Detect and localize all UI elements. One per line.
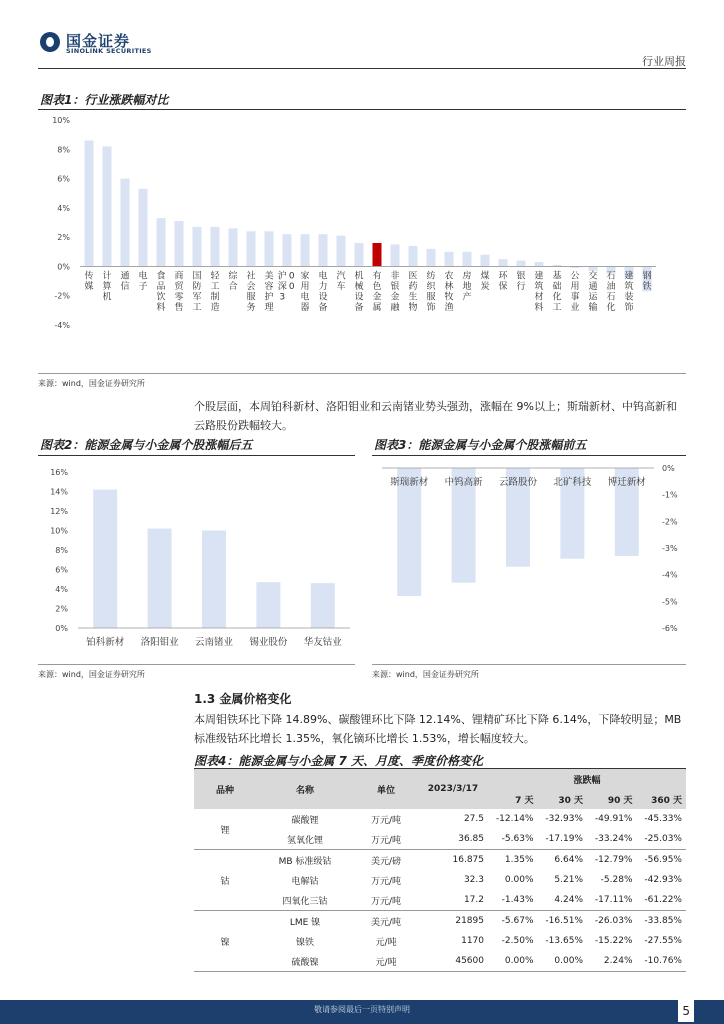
cell-d360: -27.55% [644,936,682,946]
cell-name: 电解钴 [291,876,319,887]
x-tick-label: 机械设备 [354,271,364,313]
cell-d360: -61.22% [637,890,687,911]
table-row [194,850,686,871]
y-tick-label: 0% [57,262,70,272]
cell-d7: -5.67% [501,916,534,926]
cell-d30: -32.93% [545,814,583,824]
cell-d30: -17.19% [538,829,588,850]
stock-level-paragraph: 个股层面，本周铂科新材、洛阳钼业和云南锗业势头强劲，涨幅在 9%以上；斯瑞新材、中钨高新和云路股份跌幅较大。 [194,400,677,432]
x-tick-label: 社会服务 [246,271,256,313]
figure3-title: 图表3：能源金属与小金属个股涨幅前五 [374,438,587,452]
y-tick-label: 4% [57,203,70,213]
bar [211,227,220,267]
y-tick-label: -3% [662,544,678,553]
x-tick-label: 电子 [138,271,148,292]
bar [463,252,472,267]
x-tick-label: 钢铁 [642,271,652,292]
cell-d7: 0.00% [488,951,538,972]
page-number: 5 [678,1000,694,1022]
cell-name: 碳酸锂 [291,815,319,826]
bar [517,261,526,267]
cell-d90: -49.91% [594,814,633,824]
cell-name: 氢氧化锂 [256,829,354,850]
bar [283,234,292,266]
figure2-title: 图表2：能源金属与小金属个股涨幅后五 [40,438,253,452]
bar [409,246,418,267]
price-change-table-wrap [194,769,686,972]
figure2-source: 来源：wind，国金证券研究所 [38,670,145,679]
x-tick-label: 斯瑞新材 [390,477,429,488]
figure3-bottom-rule [372,664,686,665]
bar [229,228,238,266]
figure2-bottom-rule [38,664,355,665]
x-tick-label: 沪深 30 0 [277,271,295,303]
x-tick-label: 家用电器 [300,271,310,313]
y-tick-label: 10% [50,526,68,536]
cell-unit: 美元/吨 [370,917,402,928]
cell-d30: 6.64% [554,855,583,865]
brand-name-cn: 国金证券 [66,32,131,50]
x-tick-label: 交通运输 [588,271,598,313]
th-change: 涨跌幅 [488,769,686,789]
cell-name: 镍铁 [295,937,314,948]
cell-price: 45600 [418,951,488,972]
top5-stock-chart [372,458,686,658]
y-tick-label: -6% [662,624,678,633]
x-tick-label: 非银金融 [390,271,400,313]
price-table-body [194,809,686,972]
figure1-title: 图表1：行业涨跌幅对比 [40,93,169,107]
x-tick-label: 美容护理 [264,271,274,313]
cell-d360: -56.95% [644,855,682,865]
x-tick-label: 锡业股份 [249,637,288,648]
th-30d: 30 天 [538,789,588,809]
bar [103,146,112,266]
cell-price: 32.3 [463,875,484,885]
x-tick-label: 云路股份 [498,477,538,488]
x-tick-label: 环保 [498,271,508,292]
cell-unit: 万元/吨 [370,876,402,887]
table-row [194,870,686,890]
x-tick-label: 建筑装饰 [624,271,634,313]
y-tick-label: 0% [55,624,68,633]
cell-d30: 0.00% [538,951,588,972]
figure1-source: 来源：wind，国金证券研究所 [38,379,145,388]
bar [535,262,544,266]
logo-icon [40,32,60,52]
y-tick-label: 8% [55,546,68,555]
x-tick-label: 农林牧渔 [444,271,454,313]
cell-price: 36.85 [418,829,488,850]
x-tick-label: 洛阳钼业 [140,637,179,648]
cell-category: 镍 [194,911,256,972]
y-tick-label: 6% [57,174,70,184]
table-row [194,829,686,850]
cell-name: 硫酸镍 [256,951,354,972]
th-90d: 90 天 [587,789,637,809]
header-divider [38,68,686,69]
bar [337,236,346,267]
cell-d7: -1.43% [488,890,538,911]
cell-d7: 1.35% [504,855,534,865]
bar [319,234,328,266]
cell-d90: -17.11% [587,890,637,911]
cell-d7: -5.63% [488,829,538,850]
bottom5-stock-chart [38,458,355,658]
cell-d7: -12.14% [495,814,534,824]
x-tick-label: 有色金属 [372,271,382,313]
cell-d90: -26.03% [594,916,633,926]
cell-price: 27.5 [463,814,484,824]
figure2-top-rule [38,455,355,456]
th-name: 名称 [256,769,354,809]
bar [589,266,598,270]
cell-name: MB 标准级钴 [278,856,332,867]
cell-name: 四氧化三钴 [256,890,354,911]
x-tick-label: 国防军工 [192,271,202,313]
y-tick-label: -4% [662,570,678,580]
bar [445,252,454,267]
x-tick-label: 煤炭 [480,271,490,292]
cell-d360: -10.76% [637,951,687,972]
cell-unit: 万元/吨 [354,890,418,911]
x-tick-label: 建筑材料 [534,271,544,313]
cell-d90: -5.28% [600,875,633,885]
cell-unit: 元/吨 [375,937,397,948]
bar [499,259,508,266]
x-tick-label: 通信 [120,271,130,292]
x-tick-label: 房地产 [462,271,472,303]
section-title: 1.3 金属价格变化 [194,692,292,706]
y-tick-label: -1% [662,490,678,500]
table-row [194,809,686,829]
bar [391,244,400,266]
cell-d360: -45.33% [644,814,682,824]
figure1-bottom-rule [38,373,686,374]
table-row [194,890,686,911]
y-tick-label: 2% [55,604,68,614]
bar [85,141,94,267]
y-tick-label: 16% [50,468,68,477]
table-row [194,931,686,951]
th-7d: 7 天 [488,789,538,809]
x-tick-label: 华友钴业 [303,637,342,648]
bar [311,583,335,628]
bar [139,189,148,267]
cell-price: 17.2 [418,890,488,911]
y-tick-label: -2% [662,517,678,527]
th-360d: 360 天 [637,789,687,809]
figure4-title: 图表4：能源金属与小金属 7 天、月度、季度价格变化 [194,754,484,768]
bar [93,490,117,628]
x-tick-label: 石油石化 [606,271,616,313]
x-tick-label: 计算机 [102,271,112,303]
bar [121,179,130,267]
x-tick-label: 公用事业 [570,271,580,313]
th-date: 2023/3/17 [418,769,488,809]
cell-d30: -16.51% [545,916,583,926]
industry-change-chart [38,110,686,372]
x-tick-label: 电力设备 [318,271,328,313]
price-change-table [194,769,686,972]
cell-d30: -13.65% [545,936,583,946]
section-paragraph: 本周钼铁环比下降 14.89%、碳酸锂环比下降 12.14%、锂精矿环比下降 6.14%，下降较明显；MB 标准级钴环比增长 1.35%，氧化镝环比增长 1.53%，增长幅度较大。 [194,713,682,745]
cell-d90: -15.22% [594,936,633,946]
bar [175,221,184,266]
cell-price: 16.875 [452,855,484,865]
cell-category: 钴 [194,850,256,911]
y-tick-label: 12% [50,507,68,516]
cell-price: 21895 [455,916,484,926]
cell-d30: 5.21% [554,875,583,885]
cell-price: 1170 [461,936,484,946]
bar [301,234,310,266]
cell-unit: 元/吨 [354,951,418,972]
cell-unit: 美元/磅 [370,856,402,867]
x-tick-label: 北矿科技 [553,477,592,488]
x-tick-label: 传媒 [84,271,94,292]
y-tick-label: 4% [55,585,68,594]
cell-category: 锂 [194,809,256,850]
bar [202,531,226,629]
figure3-top-rule [372,455,686,456]
bar [481,255,490,267]
y-tick-label: 8% [57,145,70,155]
y-tick-label: 14% [50,487,68,497]
y-tick-label: 0% [662,464,675,473]
cell-d7: -2.50% [501,936,534,946]
cell-d90: -12.79% [594,855,633,865]
x-tick-label: 纺织服饰 [426,271,436,313]
cell-unit: 万元/吨 [370,815,402,826]
cell-d360: -33.85% [644,916,682,926]
th-unit: 单位 [354,769,418,809]
bar [427,249,436,267]
table-row [194,911,686,932]
y-tick-label: 2% [57,233,70,243]
brand-name-en: SINOLINK SECURITIES [66,47,152,55]
figure3-source: 来源：wind，国金证券研究所 [372,670,479,679]
x-tick-label: 铂科新材 [86,637,125,648]
th-category: 品种 [194,769,256,809]
cell-d7: 0.00% [504,875,534,885]
x-tick-label: 云南锗业 [194,637,234,648]
table-row [194,951,686,972]
cell-d360: -42.93% [644,875,682,885]
x-tick-label: 汽车 [336,271,346,292]
y-tick-label: -4% [54,321,70,330]
report-type: 行业周报 [642,55,686,68]
x-tick-label: 基础化工 [552,271,562,313]
cell-d360: -25.03% [637,829,687,850]
cell-d90: 2.24% [587,951,637,972]
bar [157,218,166,266]
bar [256,582,280,628]
bar [373,243,382,266]
cell-unit: 万元/吨 [354,829,418,850]
y-tick-label: -2% [54,291,70,301]
x-tick-label: 轻工制造 [210,271,220,313]
cell-d90: -33.24% [587,829,637,850]
bar [247,231,256,266]
x-tick-label: 食品饮料 [156,271,166,313]
bar [193,227,202,267]
bar [148,529,172,628]
x-tick-label: 综合 [228,271,238,292]
y-tick-label: -5% [662,597,678,607]
x-tick-label: 中钨高新 [444,477,483,488]
bar [355,243,364,266]
footer-disclaimer: 敬请参阅最后一页特别声明 [314,1005,410,1014]
x-tick-label: 银行 [516,271,526,292]
y-tick-label: 10% [52,116,70,125]
cell-name: LME 镍 [289,917,321,928]
bar [265,231,274,266]
x-tick-label: 医药生物 [408,271,418,313]
x-tick-label: 博迁新材 [607,477,646,488]
cell-d30: 4.24% [538,890,588,911]
y-tick-label: 6% [55,565,68,575]
x-tick-label: 商贸零售 [174,271,184,313]
